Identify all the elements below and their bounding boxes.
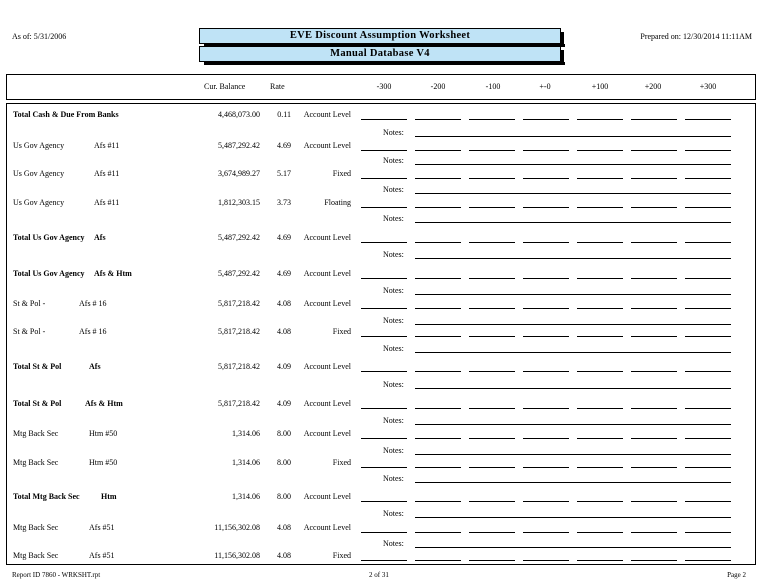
assumption-blank[interactable] [685, 371, 731, 372]
assumption-blank[interactable] [577, 119, 623, 120]
assumption-blank[interactable] [685, 560, 731, 561]
row-label: Total Cash & Due From Banks [13, 110, 119, 119]
assumption-blank[interactable] [469, 532, 515, 533]
assumption-blank[interactable] [469, 207, 515, 208]
row-rate: 3.73 [277, 198, 291, 207]
row-label: Total Mtg Back Sec [13, 492, 80, 501]
notes-label: Notes: [383, 316, 404, 325]
assumption-blank[interactable] [631, 178, 677, 179]
assumption-blank[interactable] [415, 467, 461, 468]
row-balance: 5,817,218.42 [218, 299, 260, 308]
assumption-blank[interactable] [685, 242, 731, 243]
notes-line[interactable] [415, 222, 731, 223]
assumption-blank[interactable] [361, 336, 407, 337]
assumption-blank[interactable] [469, 467, 515, 468]
assumption-blank[interactable] [361, 560, 407, 561]
assumption-blank[interactable] [631, 150, 677, 151]
assumption-blank[interactable] [415, 119, 461, 120]
assumption-blank[interactable] [577, 560, 623, 561]
assumption-blank[interactable] [469, 278, 515, 279]
col-shock-header: +300 [699, 82, 717, 91]
assumption-blank[interactable] [685, 408, 731, 409]
assumption-blank[interactable] [685, 119, 731, 120]
row-type: Fixed [332, 458, 351, 467]
row-label: Total Us Gov Agency [13, 233, 85, 242]
row-balance: 4,468,073.00 [218, 110, 260, 119]
row-sublabel: Afs # 16 [79, 299, 107, 308]
assumption-blank[interactable] [469, 560, 515, 561]
assumption-blank[interactable] [415, 178, 461, 179]
row-sublabel: Afs #11 [94, 198, 120, 207]
row-sublabel: Afs [89, 362, 101, 371]
row-type: Floating [324, 198, 351, 207]
assumption-blank[interactable] [415, 278, 461, 279]
row-type: Account Level [303, 141, 351, 150]
notes-line[interactable] [415, 352, 731, 353]
row-balance: 5,487,292.42 [218, 141, 260, 150]
assumption-blank[interactable] [415, 336, 461, 337]
notes-line[interactable] [415, 424, 731, 425]
notes-label: Notes: [383, 250, 404, 259]
assumption-blank[interactable] [523, 278, 569, 279]
assumption-blank[interactable] [631, 207, 677, 208]
assumption-blank[interactable] [523, 560, 569, 561]
assumption-blank[interactable] [361, 532, 407, 533]
report-id: Report ID 7860 - WRKSHT.rpt [12, 571, 101, 579]
assumption-blank[interactable] [469, 371, 515, 372]
page-count: 2 of 31 [369, 571, 389, 579]
notes-label: Notes: [383, 446, 404, 455]
row-type: Account Level [303, 110, 351, 119]
row-rate: 4.08 [277, 327, 291, 336]
row-type: Account Level [303, 492, 351, 501]
row-rate: 4.69 [277, 141, 291, 150]
col-balance-header: Cur. Balance [204, 82, 246, 91]
row-sublabel: Afs & Htm [85, 399, 123, 408]
prepared-on: Prepared on: 12/30/2014 11:11AM [640, 32, 752, 41]
assumption-blank[interactable] [685, 501, 731, 502]
row-rate: 4.08 [277, 299, 291, 308]
row-label: Us Gov Agency [13, 198, 65, 207]
col-shock-header: +100 [591, 82, 609, 91]
row-balance: 3,674,989.27 [218, 169, 260, 178]
row-rate: 0.11 [277, 110, 291, 119]
row-type: Account Level [303, 429, 351, 438]
assumption-blank[interactable] [361, 467, 407, 468]
col-rate-header: Rate [270, 82, 285, 91]
notes-label: Notes: [383, 380, 404, 389]
notes-label: Notes: [383, 474, 404, 483]
report-title [199, 28, 561, 44]
assumption-blank[interactable] [577, 467, 623, 468]
notes-line[interactable] [415, 482, 731, 483]
notes-line[interactable] [415, 517, 731, 518]
assumption-blank[interactable] [523, 207, 569, 208]
assumption-blank[interactable] [577, 150, 623, 151]
assumption-blank[interactable] [577, 438, 623, 439]
row-rate: 8.00 [277, 492, 291, 501]
row-sublabel: Afs #11 [94, 169, 120, 178]
row-type: Account Level [303, 299, 351, 308]
assumption-blank[interactable] [523, 467, 569, 468]
row-balance: 5,817,218.42 [218, 399, 260, 408]
assumption-blank[interactable] [577, 242, 623, 243]
row-type: Fixed [332, 327, 351, 336]
report-subtitle-text: Manual Database V4 [330, 48, 430, 59]
notes-label: Notes: [383, 286, 404, 295]
assumption-blank[interactable] [469, 408, 515, 409]
row-balance: 5,817,218.42 [218, 362, 260, 371]
assumption-blank[interactable] [685, 278, 731, 279]
assumption-blank[interactable] [685, 150, 731, 151]
assumption-blank[interactable] [469, 119, 515, 120]
assumption-blank[interactable] [523, 438, 569, 439]
assumption-blank[interactable] [361, 119, 407, 120]
assumption-blank[interactable] [361, 308, 407, 309]
row-rate: 8.00 [277, 458, 291, 467]
report-subtitle [199, 46, 561, 62]
assumption-blank[interactable] [685, 467, 731, 468]
assumption-blank[interactable] [361, 438, 407, 439]
row-balance: 1,812,303.15 [218, 198, 260, 207]
assumption-blank[interactable] [631, 119, 677, 120]
report-title-text: EVE Discount Assumption Worksheet [289, 30, 471, 41]
row-rate: 4.69 [277, 269, 291, 278]
assumption-blank[interactable] [523, 371, 569, 372]
assumption-blank[interactable] [415, 242, 461, 243]
assumption-blank[interactable] [631, 308, 677, 309]
row-label: Mtg Back Sec [13, 551, 59, 560]
row-balance: 1,314.06 [232, 429, 260, 438]
row-label: Mtg Back Sec [13, 458, 59, 467]
row-sublabel: Afs # 16 [79, 327, 107, 336]
notes-line[interactable] [415, 547, 731, 548]
assumption-blank[interactable] [631, 371, 677, 372]
assumption-blank[interactable] [523, 119, 569, 120]
notes-label: Notes: [383, 539, 404, 548]
assumption-blank[interactable] [361, 178, 407, 179]
notes-line[interactable] [415, 294, 731, 295]
notes-label: Notes: [383, 128, 404, 137]
row-rate: 4.69 [277, 233, 291, 242]
assumption-blank[interactable] [577, 278, 623, 279]
row-label: St & Pol - [13, 327, 46, 336]
row-label: St & Pol - [13, 299, 46, 308]
row-label: Us Gov Agency [13, 141, 65, 150]
assumption-blank[interactable] [523, 150, 569, 151]
assumption-blank[interactable] [361, 408, 407, 409]
assumption-blank[interactable] [685, 532, 731, 533]
row-sublabel: Htm [101, 492, 117, 501]
col-shock-header: -100 [485, 82, 501, 91]
notes-label: Notes: [383, 344, 404, 353]
col-shock-header: -200 [430, 82, 446, 91]
assumption-blank[interactable] [415, 560, 461, 561]
row-rate: 5.17 [277, 169, 291, 178]
row-label: Mtg Back Sec [13, 429, 59, 438]
row-balance: 5,817,218.42 [218, 327, 260, 336]
row-rate: 4.09 [277, 362, 291, 371]
row-label: Total St & Pol [13, 362, 62, 371]
assumption-blank[interactable] [577, 207, 623, 208]
notes-line[interactable] [415, 388, 731, 389]
assumption-blank[interactable] [523, 178, 569, 179]
notes-line[interactable] [415, 164, 731, 165]
row-sublabel: Afs #51 [89, 523, 115, 532]
row-label: Mtg Back Sec [13, 523, 59, 532]
assumption-blank[interactable] [577, 532, 623, 533]
assumption-blank[interactable] [415, 532, 461, 533]
assumption-blank[interactable] [577, 501, 623, 502]
assumption-blank[interactable] [469, 178, 515, 179]
assumption-blank[interactable] [469, 501, 515, 502]
row-sublabel: Afs #51 [89, 551, 115, 560]
row-label: Us Gov Agency [13, 169, 65, 178]
assumption-blank[interactable] [685, 308, 731, 309]
assumption-blank[interactable] [469, 308, 515, 309]
assumption-blank[interactable] [523, 501, 569, 502]
assumption-blank[interactable] [415, 207, 461, 208]
col-shock-header: +-0 [539, 82, 551, 91]
assumption-blank[interactable] [631, 438, 677, 439]
row-rate: 8.00 [277, 429, 291, 438]
assumption-blank[interactable] [631, 278, 677, 279]
assumption-blank[interactable] [361, 150, 407, 151]
row-sublabel: Afs & Htm [94, 269, 132, 278]
assumption-blank[interactable] [415, 308, 461, 309]
assumption-blank[interactable] [685, 178, 731, 179]
assumption-blank[interactable] [631, 532, 677, 533]
assumption-blank[interactable] [523, 242, 569, 243]
row-balance: 11,156,302.08 [214, 551, 260, 560]
assumption-blank[interactable] [523, 336, 569, 337]
row-balance: 5,487,292.42 [218, 269, 260, 278]
assumption-blank[interactable] [631, 467, 677, 468]
row-label: Total Us Gov Agency [13, 269, 85, 278]
row-type: Fixed [332, 551, 351, 560]
assumption-blank[interactable] [361, 242, 407, 243]
row-balance: 1,314.06 [232, 492, 260, 501]
page-number: Page 2 [727, 571, 746, 579]
assumption-blank[interactable] [577, 308, 623, 309]
row-rate: 4.09 [277, 399, 291, 408]
assumption-blank[interactable] [361, 371, 407, 372]
row-type: Fixed [332, 169, 351, 178]
assumption-blank[interactable] [631, 560, 677, 561]
notes-line[interactable] [415, 454, 731, 455]
row-label: Total St & Pol [13, 399, 62, 408]
notes-line[interactable] [415, 258, 731, 259]
assumption-blank[interactable] [577, 336, 623, 337]
row-balance: 1,314.06 [232, 458, 260, 467]
row-type: Account Level [303, 233, 351, 242]
assumption-blank[interactable] [361, 207, 407, 208]
assumption-blank[interactable] [415, 371, 461, 372]
assumption-blank[interactable] [577, 371, 623, 372]
assumption-blank[interactable] [469, 336, 515, 337]
notes-line[interactable] [415, 136, 731, 137]
assumption-blank[interactable] [577, 408, 623, 409]
notes-label: Notes: [383, 156, 404, 165]
assumption-blank[interactable] [523, 308, 569, 309]
notes-label: Notes: [383, 214, 404, 223]
row-sublabel: Afs [94, 233, 106, 242]
assumption-blank[interactable] [631, 408, 677, 409]
row-type: Account Level [303, 523, 351, 532]
row-rate: 4.08 [277, 523, 291, 532]
row-balance: 5,487,292.42 [218, 233, 260, 242]
assumption-blank[interactable] [631, 336, 677, 337]
assumption-blank[interactable] [469, 438, 515, 439]
assumption-blank[interactable] [685, 207, 731, 208]
row-sublabel: Htm #50 [89, 429, 118, 438]
row-sublabel: Afs #11 [94, 141, 120, 150]
notes-line[interactable] [415, 324, 731, 325]
notes-label: Notes: [383, 185, 404, 194]
row-type: Account Level [303, 399, 351, 408]
assumption-blank[interactable] [469, 150, 515, 151]
notes-label: Notes: [383, 509, 404, 518]
assumption-blank[interactable] [523, 408, 569, 409]
assumption-blank[interactable] [361, 278, 407, 279]
row-sublabel: Htm #50 [89, 458, 118, 467]
as-of-date: As of: 5/31/2006 [12, 32, 67, 41]
assumption-blank[interactable] [415, 408, 461, 409]
assumption-blank[interactable] [685, 336, 731, 337]
assumption-blank[interactable] [469, 242, 515, 243]
assumption-blank[interactable] [361, 501, 407, 502]
assumption-blank[interactable] [631, 242, 677, 243]
row-rate: 4.08 [277, 551, 291, 560]
notes-line[interactable] [415, 193, 731, 194]
assumption-blank[interactable] [577, 178, 623, 179]
row-type: Account Level [303, 362, 351, 371]
assumption-blank[interactable] [685, 438, 731, 439]
assumption-blank[interactable] [415, 438, 461, 439]
assumption-blank[interactable] [415, 150, 461, 151]
assumption-blank[interactable] [415, 501, 461, 502]
row-balance: 11,156,302.08 [214, 523, 260, 532]
notes-label: Notes: [383, 416, 404, 425]
assumption-blank[interactable] [523, 532, 569, 533]
col-shock-header: +200 [644, 82, 662, 91]
row-type: Account Level [303, 269, 351, 278]
assumption-blank[interactable] [631, 501, 677, 502]
col-shock-header: -300 [376, 82, 392, 91]
